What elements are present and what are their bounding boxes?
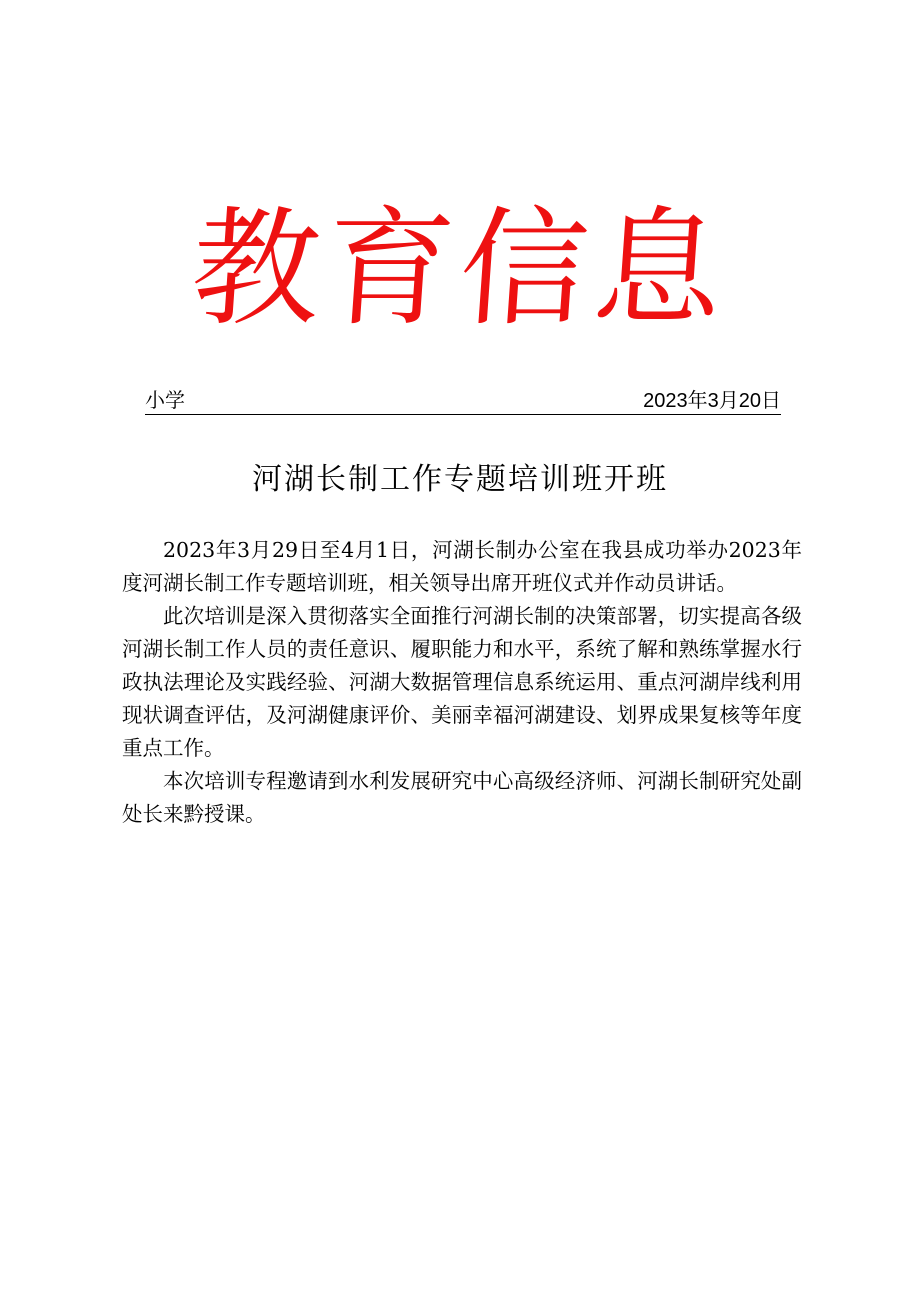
masthead-title: 教育信息 bbox=[186, 195, 734, 344]
school-name: 小学 bbox=[145, 390, 185, 412]
article-paragraph: 2023年3月29日至4月1日，河湖长制办公室在我县成功举办2023年度河湖长制工作专题培训班，相关领导出席开班仪式并作动员讲话。 bbox=[122, 538, 802, 595]
issue-info-line bbox=[145, 388, 781, 415]
article-paragraph: 此次培训是深入贯彻落实全面推行河湖长制的决策部署，切实提高各级河湖长制工作人员的责任意识、履职能力和水平，系统了解和熟练掌握水行政执法理论及实践经验、河湖大数据管理信息系统运用、重点河湖岸线利用现状调查评估，及河湖健康评价、美丽幸福河湖建设、划界成果复核等年度重点工作。 bbox=[122, 604, 802, 760]
article-paragraph: 本次培训专程邀请到水利发展研究中心高级经济师、河湖长制研究处副处长来黔授课。 bbox=[122, 769, 802, 826]
article-body bbox=[122, 534, 802, 831]
issue-date: 2023年3月20日 bbox=[643, 390, 781, 412]
article-headline: 河湖长制工作专题培训班开班 bbox=[252, 462, 668, 497]
